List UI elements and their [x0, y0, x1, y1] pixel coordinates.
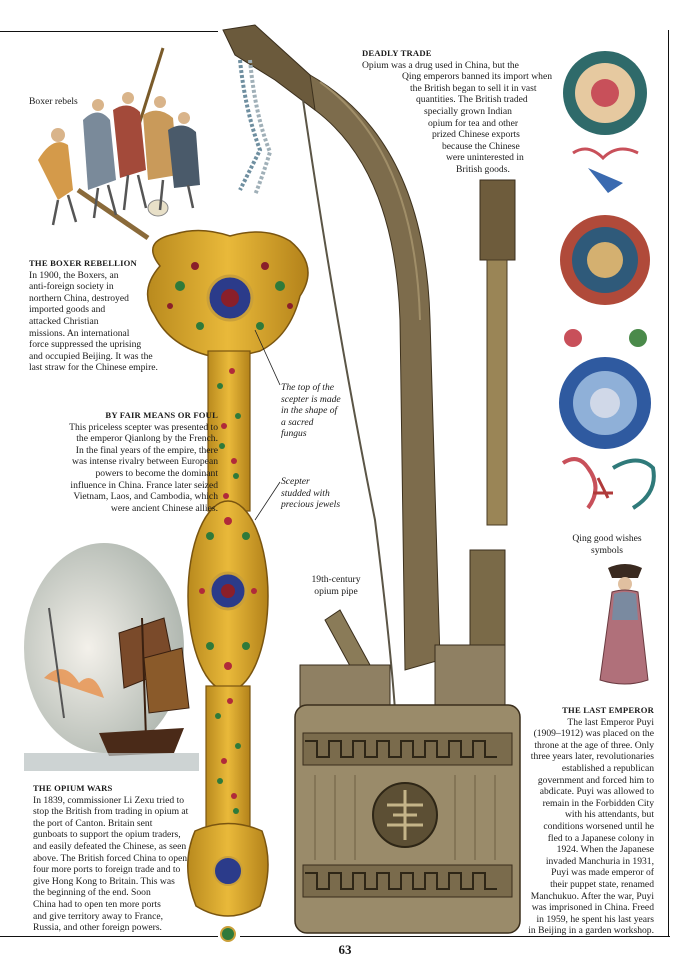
- trade-line: the British began to sell it in vast: [410, 82, 537, 94]
- emperor-line: was imprisoned in China. Freed: [531, 902, 654, 914]
- emperor-line: Manchukuo. After the war, Puyi: [530, 890, 654, 902]
- fair-line: This priceless scepter was presented to: [69, 421, 218, 433]
- boxer-rebels-caption: Boxer rebels: [29, 96, 78, 107]
- boxer-line: missions. An international: [29, 327, 130, 339]
- pipe-label-line: 19th-century: [311, 574, 361, 585]
- wishes-label: [552, 533, 662, 556]
- top-rule: [0, 31, 218, 32]
- fair-line: In the final years of the empire, there: [75, 444, 218, 456]
- pipe-label: [300, 574, 372, 597]
- scepter-top-line: The top of the: [281, 382, 335, 393]
- boxer-line: In 1900, the Boxers, an: [29, 269, 119, 281]
- boxer-line: attacked Christian: [29, 315, 99, 327]
- emperor-line: established a republican: [561, 762, 654, 774]
- last-emperor-block: [510, 705, 654, 937]
- deadly-trade-block: [362, 48, 553, 176]
- wishes-label-line: symbols: [591, 544, 623, 556]
- scepter-jewels-line: Scepter: [281, 476, 310, 487]
- emperor-line: their puppet state, renamed: [550, 878, 654, 890]
- fair-line: powers to become the dominant: [95, 467, 218, 479]
- deadly-trade-heading: DEADLY TRADE: [362, 48, 432, 58]
- trade-line: Qing emperors banned its import when: [402, 71, 553, 83]
- fair-line: the emperor Qianlong by the French.: [76, 433, 218, 445]
- pipe-water-box: [295, 665, 525, 935]
- emperor-line: throne at the age of three. Only: [534, 739, 654, 751]
- boxer-rebellion-block: [29, 258, 219, 374]
- emperor-line: fled to a Japanese colony in: [547, 832, 654, 844]
- fair-line: were ancient Chinese allies.: [110, 502, 218, 514]
- wars-line: stop the British from trading in opium at: [33, 806, 189, 818]
- wars-line: four more ports to foreign trade and to: [33, 864, 181, 876]
- wars-line: In 1839, commissioner Li Zexu tried to: [33, 794, 185, 806]
- boxer-rebellion-heading: THE BOXER REBELLION: [29, 258, 137, 268]
- wishes-label-line: Qing good wishes: [572, 533, 642, 544]
- fair-means-block: [18, 410, 218, 514]
- emperor-line: (1909–1912) was placed on the: [533, 728, 654, 740]
- trade-line: quantities. The British traded: [416, 94, 528, 106]
- boxer-line: and occupied Beijing. It was the: [29, 350, 153, 362]
- trade-line: specially grown Indian: [424, 105, 512, 117]
- wars-line: the port of Canton. Britain sent: [33, 817, 153, 829]
- emperor-line: 1924. When the Japanese: [556, 844, 654, 856]
- opium-wars-block: [33, 783, 223, 934]
- boxer-line: northern China, destroyed: [29, 292, 129, 304]
- wars-line: gunboats to support the opium traders,: [33, 829, 181, 841]
- scepter-top-line: a sacred: [281, 416, 314, 428]
- emperor-line: abdicate. Puyi was allowed to: [539, 786, 654, 798]
- emperor-line: with his attendants, but: [565, 809, 654, 821]
- last-emperor-heading: THE LAST EMPEROR: [562, 705, 654, 715]
- trade-line: Opium was a drug used in China, but the: [362, 59, 519, 71]
- emperor-line: Puyi was made emperor of: [551, 867, 654, 879]
- emperor-line: in 1959, he spent his last years: [536, 913, 654, 925]
- qing-wishes-symbols: [548, 48, 663, 528]
- fair-means-heading: BY FAIR MEANS OR FOUL: [105, 410, 218, 420]
- opium-wars-ship-scene: [24, 538, 199, 778]
- wars-line: above. The British forced China to open: [33, 852, 188, 864]
- emperor-line: conditions worsened until he: [543, 820, 654, 832]
- emperor-line: government and forced him to: [537, 774, 654, 786]
- trade-line: because the Chinese: [442, 140, 520, 152]
- boxer-line: force suppressed the uprising: [29, 339, 142, 351]
- scepter-jewels-line: studded with: [281, 487, 330, 499]
- wars-line: and give territory away to France,: [33, 910, 163, 922]
- emperor-line: three years later, revolutionaries: [530, 751, 654, 763]
- boxer-line: anti-foreign society in: [29, 281, 114, 293]
- opium-wars-heading: THE OPIUM WARS: [33, 783, 113, 793]
- wars-line: the beginning of the end. Soon: [33, 887, 151, 899]
- trade-line: prized Chinese exports: [432, 129, 520, 141]
- wars-line: China had to open ten more ports: [33, 898, 161, 910]
- scepter-top-line: in the shape of: [281, 405, 338, 417]
- fair-line: was intense rivalry between European: [72, 456, 218, 468]
- scepter-jewels-label: [281, 476, 361, 511]
- pipe-label-line: opium pipe: [314, 585, 358, 597]
- emperor-line: remain in the Forbidden City: [542, 797, 654, 809]
- emperor-line: invaded Manchuria in 1931,: [545, 855, 654, 867]
- wars-line: give Hong Kong to Britain. This was: [33, 875, 175, 887]
- page-number: 63: [338, 942, 352, 957]
- right-rule: [668, 30, 669, 937]
- emperor-puyi-figure: [590, 560, 660, 690]
- boxer-line: last straw for the Chinese empire.: [29, 362, 158, 374]
- trade-line: opium for tea and other: [428, 117, 519, 129]
- scepter-top-label: [281, 382, 361, 440]
- wars-line: Russia, and other foreign powers.: [33, 922, 162, 934]
- trade-line: British goods.: [456, 163, 510, 175]
- scepter-jewels-line: precious jewels: [281, 499, 341, 511]
- fair-line: influence in China. France later seized: [70, 479, 218, 491]
- scepter-top-line: fungus: [281, 428, 307, 440]
- scepter-top-line: scepter is made: [281, 393, 341, 405]
- emperor-line: in Beijing in a garden workshop.: [528, 925, 654, 937]
- fair-line: Vietnam, Laos, and Cambodia, which: [73, 491, 218, 503]
- wars-line: and easily defeated the Chinese, as seen: [33, 840, 187, 852]
- trade-line: were uninterested in: [446, 152, 524, 164]
- boxer-line: imported goods and: [29, 304, 106, 316]
- emperor-line: The last Emperor Puyi: [567, 716, 654, 728]
